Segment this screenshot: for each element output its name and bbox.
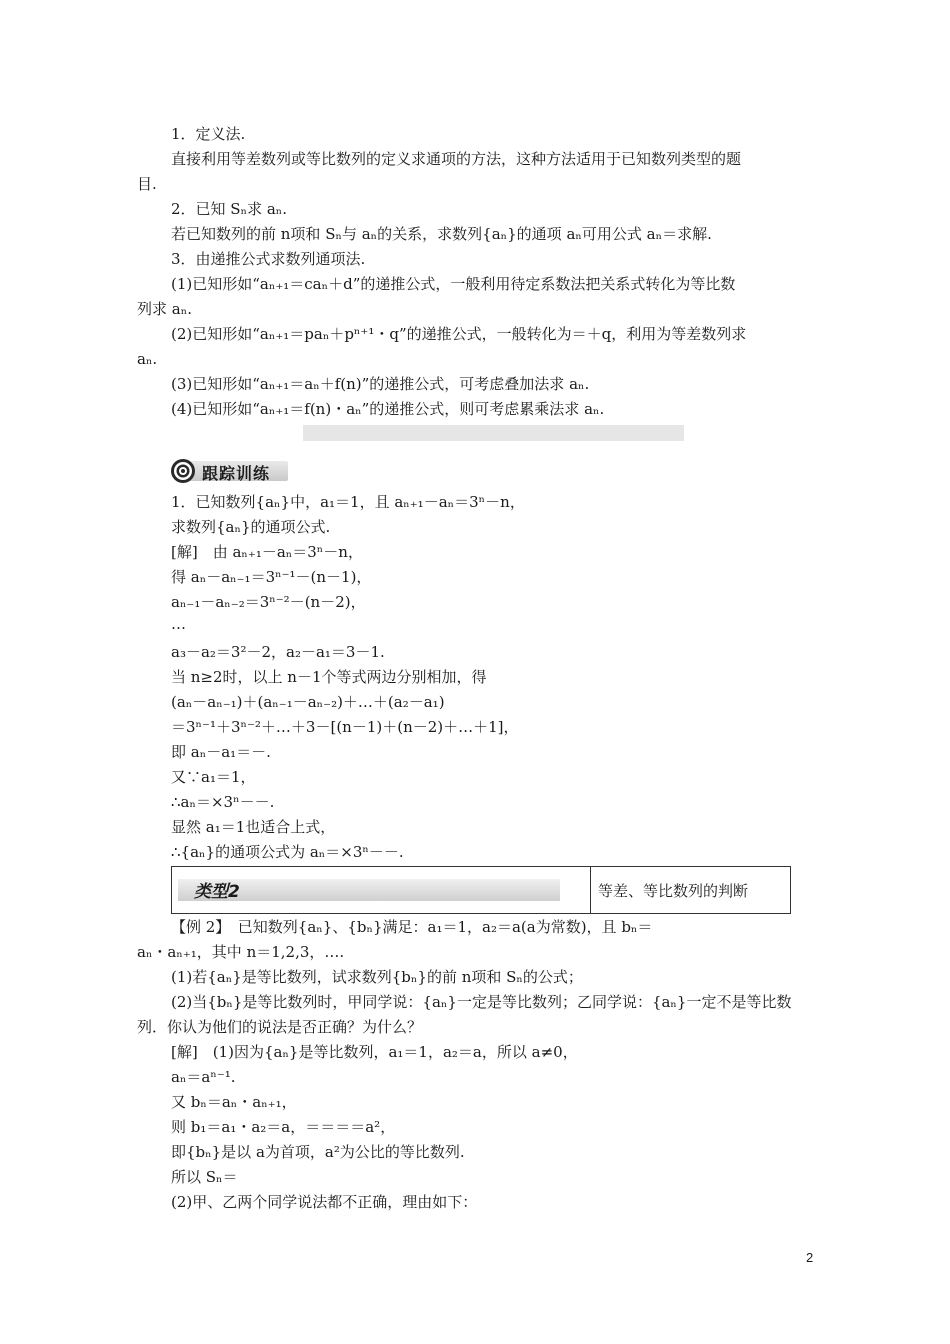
- type-tag-label: 类型2: [194, 882, 240, 902]
- paragraph-line: 目.: [137, 175, 157, 193]
- solution-line: 又∵a₁＝1，: [171, 768, 256, 786]
- paragraph-line: (3)已知形如“aₙ₊₁＝aₙ＋f(n)”的递推公式，可考虑叠加法求 aₙ.: [171, 375, 590, 393]
- type-header-box: [171, 866, 791, 914]
- type-tag-cell: [172, 867, 591, 913]
- paragraph-line: (1)已知形如“aₙ₊₁＝caₙ＋d”的递推公式，一般利用待定系数法把关系式转化为等比数: [171, 275, 736, 293]
- solution-line: a₃－a₂＝3²－2，a₂－a₁＝3－1.: [171, 643, 385, 661]
- target-icon: [170, 458, 196, 484]
- solution-line: 所以 Sₙ＝: [171, 1168, 238, 1186]
- solution-line: 又 bₙ＝aₙ・aₙ₊₁，: [171, 1093, 297, 1111]
- paragraph-line: aₙ.: [137, 350, 158, 368]
- paragraph-line: (4)已知形如“aₙ₊₁＝f(n)・aₙ”的递推公式，则可考虑累乘法求 aₙ.: [171, 400, 605, 418]
- example-line: 【例 2】 已知数列{aₙ}、{bₙ}满足：a₁＝1，a₂＝a(a为常数)，且 bₙ＝: [171, 918, 653, 936]
- solution-line: …: [171, 615, 186, 633]
- solution-line: 当 n≥2时，以上 n－1个等式两边分别相加，得: [171, 668, 487, 686]
- page-number: 2: [806, 1250, 814, 1265]
- paragraph-line: 若已知数列的前 n项和 Sₙ与 aₙ的关系，求数列{aₙ}的通项 aₙ可用公式 aₙ＝求解.: [171, 225, 712, 243]
- solution-line: [解] 由 aₙ₊₁－aₙ＝3ⁿ－n，: [171, 543, 363, 561]
- solution-line: (aₙ－aₙ₋₁)＋(aₙ₋₁－aₙ₋₂)＋…＋(a₂－a₁): [171, 693, 445, 711]
- solution-line: 得 aₙ－aₙ₋₁＝3ⁿ⁻¹－(n－1)，: [171, 568, 372, 586]
- solution-line: 则 b₁＝a₁・a₂＝a，＝＝＝＝a²，: [171, 1118, 396, 1136]
- paragraph-line: 直接利用等差数列或等比数列的定义求通项的方法，这种方法适用于已知数列类型的题: [171, 150, 742, 168]
- example-line: (1)若{aₙ}是等比数列，试求数列{bₙ}的前 n项和 Sₙ的公式；: [171, 968, 583, 986]
- heading-known-sn: 2．已知 Sₙ求 aₙ.: [171, 200, 288, 218]
- example-line: aₙ・aₙ₊₁，其中 n＝1,2,3，….: [137, 943, 345, 961]
- heading-recurrence-method: 3．由递推公式求数列通项法.: [171, 250, 366, 268]
- heading-definition-method: 1．定义法.: [171, 125, 246, 143]
- separator-bar: [303, 425, 684, 441]
- solution-line: aₙ₋₁－aₙ₋₂＝3ⁿ⁻²－(n－2)，: [171, 593, 366, 611]
- example-line: (2)当{bₙ}是等比数列时，甲同学说：{aₙ}一定是等比数列；乙同学说：{aₙ}一定不是等比数: [171, 993, 792, 1011]
- badge-label: 跟踪训练: [202, 464, 271, 483]
- type-title: 等差、等比数列的判断: [598, 882, 749, 900]
- paragraph-line: 列求 aₙ.: [137, 300, 192, 318]
- example-line: 列．你认为他们的说法是否正确？为什么？: [137, 1018, 423, 1036]
- solution-line: 即 aₙ－a₁＝－.: [171, 743, 271, 761]
- solution-line: 即{bₙ}是以 a为首项，a²为公比的等比数列.: [171, 1143, 465, 1161]
- solution-line: 显然 a₁＝1也适合上式，: [171, 818, 336, 836]
- solution-line: aₙ＝aⁿ⁻¹.: [171, 1068, 236, 1086]
- problem-line: 1．已知数列{aₙ}中，a₁＝1，且 aₙ₊₁－aₙ＝3ⁿ－n，: [171, 493, 525, 511]
- solution-line: ＝3ⁿ⁻¹＋3ⁿ⁻²＋…＋3－[(n－1)＋(n－2)＋…＋1]，: [171, 718, 519, 736]
- solution-line: (2)甲、乙两个同学说法都不正确，理由如下：: [171, 1193, 478, 1211]
- practice-badge: [170, 458, 288, 484]
- problem-line: 求数列{aₙ}的通项公式.: [171, 518, 331, 536]
- solution-line: [解] (1)因为{aₙ}是等比数列，a₁＝1，a₂＝a，所以 a≠0，: [171, 1043, 578, 1061]
- solution-line: ∴{aₙ}的通项公式为 aₙ＝×3ⁿ－－.: [171, 843, 404, 861]
- paragraph-line: (2)已知形如“aₙ₊₁＝paₙ＋pⁿ⁺¹・q”的递推公式，一般转化为＝＋q，利用为等差数列求: [171, 325, 747, 343]
- solution-line: ∴aₙ＝×3ⁿ－－.: [171, 793, 275, 811]
